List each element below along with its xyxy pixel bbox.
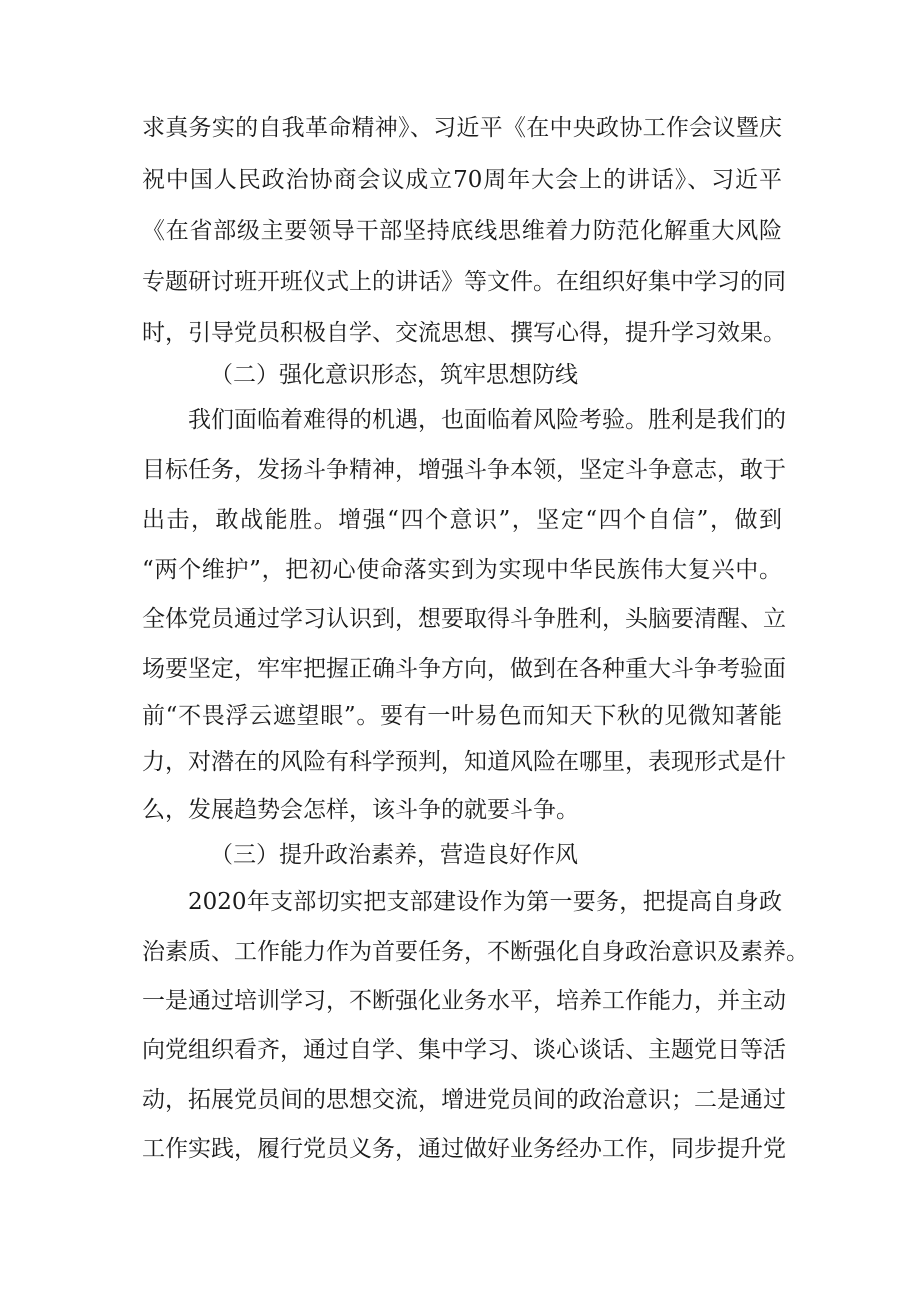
body-text-line: 动，拓展党员间的思想交流，增进党员间的政治意识；二是通过 — [142, 1087, 786, 1113]
body-text-line: 一是通过培训学习，不断强化业务水平，培养工作能力，并主动 — [142, 988, 786, 1014]
body-text-line: 专题研讨班开班仪式上的讲话》等文件。在组织好集中学习的同 — [142, 269, 786, 295]
body-text-line: 场要坚定，牢牢把握正确斗争方向，做到在各种重大斗争考验面 — [142, 656, 786, 682]
section-heading-2: （二）强化意识形态，筑牢思想防线 — [210, 362, 578, 388]
body-text-line: 出击，敢战能胜。增强“四个意识”，坚定“四个自信”，做到 — [142, 507, 782, 533]
body-text-line: 全体党员通过学习认识到，想要取得斗争胜利，头脑要清醒、立 — [142, 606, 786, 632]
body-text-line: 目标任务，发扬斗争精神，增强斗争本领，坚定斗争意志，敢于 — [142, 457, 786, 483]
body-text-line: 工作实践，履行党员义务，通过做好业务经办工作，同步提升党 — [142, 1136, 786, 1162]
body-text-line: 时，引导党员积极自学、交流思想、撰写心得，提升学习效果。 — [142, 320, 786, 346]
body-text-line: 向党组织看齐，通过自学、集中学习、谈心谈话、主题党日等活 — [142, 1037, 786, 1063]
body-text-line: 我们面临着难得的机遇，也面临着风险考验。胜利是我们的 — [188, 407, 786, 433]
body-text-line: 2020年支部切实把支部建设作为第一要务，把提高自身政 — [188, 889, 782, 915]
body-text-line: 祝中国人民政治协商会议成立70周年大会上的讲话》、习近平 — [142, 167, 782, 193]
body-text-line: 求真务实的自我革命精神》、习近平《在中央政协工作会议暨庆 — [142, 115, 782, 141]
body-text-line: 治素质、工作能力作为首要任务，不断强化自身政治意识及素养。 — [142, 939, 809, 965]
section-heading-3: （三）提升政治素养，营造良好作风 — [210, 842, 578, 868]
body-text-line: 么，发展趋势会怎样，该斗争的就要斗争。 — [142, 797, 579, 823]
body-text-line: 《在省部级主要领导干部坚持底线思维着力防范化解重大风险 — [142, 218, 782, 244]
body-text-line: 前“不畏浮云遮望眼”。要有一叶易色而知天下秋的见微知著能 — [142, 703, 782, 729]
body-text-line: 力，对潜在的风险有科学预判，知道风险在哪里，表现形式是什 — [142, 749, 786, 775]
body-text-line: “两个维护”，把初心使命落实到为实现中华民族伟大复兴中。 — [142, 557, 782, 583]
